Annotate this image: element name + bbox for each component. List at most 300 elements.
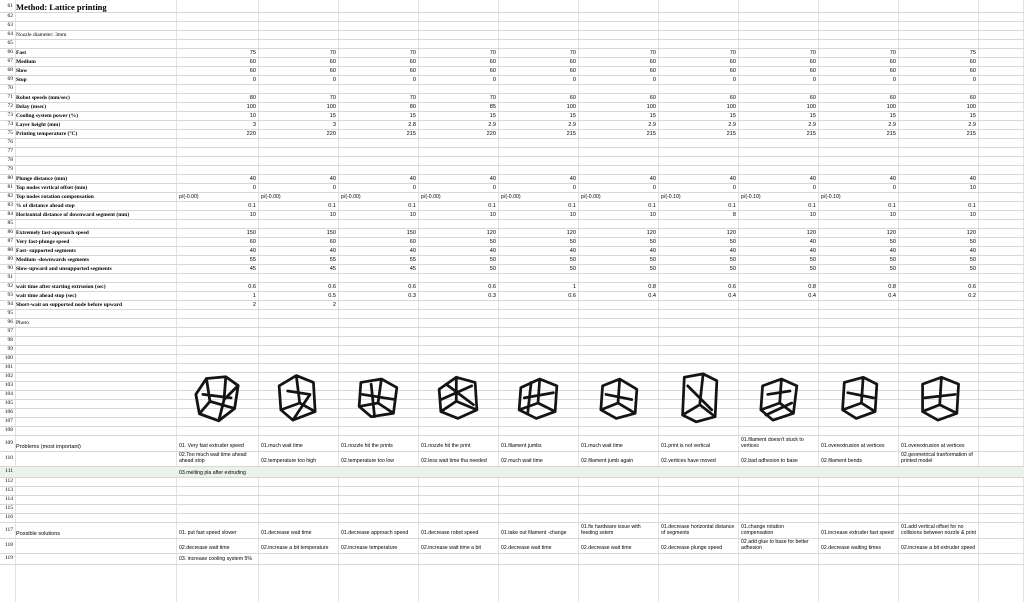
row-label[interactable]: Top nodes rotation compensation [16,194,94,200]
text-cell[interactable]: 02.Too much wait time ahead ahead stop [179,452,247,465]
row-label[interactable]: Problems (most important) [16,443,81,450]
value-cell[interactable]: 0.1 [328,203,336,209]
value-cell[interactable]: 75 [969,50,976,56]
sheet-row[interactable] [0,130,1024,139]
text-cell[interactable] [260,467,337,477]
print-photo[interactable] [422,354,494,440]
value-cell[interactable]: 150 [326,230,336,236]
sheet-row[interactable] [0,166,1024,175]
text-cell[interactable]: p/(-0.10) [821,194,841,200]
text-cell[interactable] [260,554,337,564]
value-cell[interactable]: 220 [246,131,256,137]
value-cell[interactable]: 120 [886,230,896,236]
text-cell[interactable]: 01.add vertical offset for no collisions between nozzle & print [901,523,976,536]
text-cell[interactable]: p/(-0.10) [661,194,681,200]
value-cell[interactable]: 215 [886,131,896,137]
value-cell[interactable]: 0 [252,77,256,83]
sheet-row[interactable] [0,31,1024,40]
value-cell[interactable]: 60 [729,68,736,74]
value-cell[interactable] [738,301,818,309]
sheet-row[interactable] [0,283,1024,292]
value-cell[interactable]: 70 [569,50,576,56]
value-cell[interactable]: 60 [329,68,336,74]
value-cell[interactable]: 50 [809,266,816,272]
text-cell[interactable]: p/(-0.00) [581,194,601,200]
row-number[interactable]: 63 [7,22,13,29]
text-cell[interactable]: 02.vertices have moved [661,458,716,465]
value-cell[interactable]: 0 [412,185,416,191]
value-cell[interactable]: 1 [572,284,576,290]
text-cell[interactable]: 02.temperature too high [261,458,317,465]
value-cell[interactable]: 2.9 [888,122,896,128]
row-number[interactable]: 84 [7,211,13,218]
value-cell[interactable]: 70 [649,50,656,56]
row-number[interactable]: 61 [7,2,13,9]
text-cell[interactable]: 01.decrease horizontal distance of segments [661,523,735,536]
text-cell[interactable]: 01.decrease wait time [261,529,312,536]
value-cell[interactable]: 60 [569,68,576,74]
value-cell[interactable]: 0.1 [888,203,896,209]
value-cell[interactable]: 60 [809,59,816,65]
text-cell[interactable]: 01.decrease robot speed [421,529,479,536]
value-cell[interactable] [418,301,498,309]
row-number[interactable]: 75 [7,130,13,137]
row-number[interactable]: 67 [7,58,13,65]
value-cell[interactable]: 15 [329,113,336,119]
row-number[interactable]: 89 [7,256,13,263]
value-cell[interactable]: 15 [489,113,496,119]
row-number[interactable]: 71 [7,94,13,101]
value-cell[interactable]: 60 [569,59,576,65]
print-photo[interactable] [342,354,414,440]
value-cell[interactable]: 80 [409,104,416,110]
value-cell[interactable]: 0.1 [408,203,416,209]
text-cell[interactable] [660,467,737,477]
row-number[interactable]: 81 [7,184,13,191]
value-cell[interactable]: 60 [729,95,736,101]
text-cell[interactable] [900,467,977,477]
value-cell[interactable]: 60 [889,68,896,74]
row-label[interactable]: Printing temperature (°C) [16,131,78,137]
value-cell[interactable]: 40 [809,239,816,245]
value-cell[interactable]: 60 [889,59,896,65]
sheet-row[interactable] [0,478,1024,487]
value-cell[interactable]: 0 [252,185,256,191]
row-label[interactable]: Photo [16,320,29,326]
sheet-row[interactable] [0,148,1024,157]
value-cell[interactable]: 215 [406,131,416,137]
text-cell[interactable] [740,467,817,477]
text-cell[interactable]: 02.increase temperature [341,545,398,552]
row-label[interactable]: Fast [16,50,27,56]
value-cell[interactable]: 0.1 [728,203,736,209]
row-number[interactable]: 85 [7,220,13,227]
row-number[interactable]: 77 [7,148,13,155]
value-cell[interactable]: 10 [569,212,576,218]
value-cell[interactable]: 40 [569,176,576,182]
row-label[interactable]: Short-wait on supported node before upward [16,302,123,308]
row-number[interactable]: 91 [7,274,13,281]
sheet-row[interactable] [0,211,1024,220]
value-cell[interactable]: 120 [566,230,576,236]
value-cell[interactable]: 1 [252,293,256,299]
row-number[interactable]: 117 [4,526,13,533]
print-photo[interactable] [902,354,974,440]
print-photo[interactable] [262,354,334,440]
value-cell[interactable]: 2.9 [728,122,736,128]
value-cell[interactable]: 60 [649,68,656,74]
value-cell[interactable]: 50 [969,257,976,263]
row-label[interactable]: Slow [16,68,28,74]
row-number[interactable]: 96 [7,319,13,326]
sheet-row[interactable] [0,112,1024,121]
text-cell[interactable]: 01.change rotation compensation [741,523,784,536]
sheet-row[interactable] [0,265,1024,274]
value-cell[interactable]: 70 [329,95,336,101]
value-cell[interactable]: 2.9 [648,122,656,128]
row-number[interactable]: 100 [4,355,13,362]
row-number[interactable]: 94 [7,301,13,308]
value-cell[interactable]: 120 [806,230,816,236]
row-number[interactable]: 114 [4,496,13,503]
value-cell[interactable]: 10 [809,212,816,218]
row-number[interactable]: 103 [4,382,13,389]
value-cell[interactable]: 50 [649,239,656,245]
text-cell[interactable] [340,467,417,477]
text-cell[interactable]: 02.decrease plunge speed [661,545,723,552]
value-cell[interactable]: 60 [969,59,976,65]
value-cell[interactable]: 60 [329,239,336,245]
text-cell[interactable]: 01.nozzle hit the print [421,442,471,449]
sheet-row[interactable] [0,554,1024,565]
value-cell[interactable]: 0.1 [488,203,496,209]
row-label[interactable]: Horizontal distance of downward segment (mm) [16,212,130,218]
row-number[interactable]: 108 [4,427,13,434]
row-number[interactable]: 101 [4,364,13,371]
value-cell[interactable]: 0 [492,77,496,83]
value-cell[interactable]: 50 [729,239,736,245]
text-cell[interactable]: 02.add glue to base for better adhesion [741,539,809,552]
value-cell[interactable]: 45 [409,266,416,272]
value-cell[interactable]: 0.6 [488,284,496,290]
value-cell[interactable]: 60 [409,68,416,74]
value-cell[interactable]: 15 [809,113,816,119]
value-cell[interactable]: 3 [332,122,336,128]
sheet-row[interactable] [0,40,1024,49]
text-cell[interactable] [340,554,417,564]
value-cell[interactable]: 70 [329,50,336,56]
row-number[interactable]: 78 [7,157,13,164]
value-cell[interactable]: 2 [252,302,256,308]
value-cell[interactable]: 40 [809,248,816,254]
value-cell[interactable]: 40 [729,248,736,254]
row-number[interactable]: 70 [7,85,13,92]
text-cell[interactable] [740,554,817,564]
text-cell[interactable] [580,554,657,564]
value-cell[interactable]: 50 [729,257,736,263]
sheet-row[interactable] [0,337,1024,346]
value-cell[interactable]: 3 [252,122,256,128]
value-cell[interactable]: 40 [649,248,656,254]
value-cell[interactable]: 120 [486,230,496,236]
value-cell[interactable]: 0.4 [728,293,736,299]
value-cell[interactable]: 50 [569,257,576,263]
value-cell[interactable]: 0.6 [728,284,736,290]
value-cell[interactable]: 0 [652,185,656,191]
row-number[interactable]: 106 [4,409,13,416]
text-cell[interactable]: 01.take out filament -change [501,529,567,536]
sheet-row[interactable] [0,310,1024,319]
value-cell[interactable]: 55 [329,257,336,263]
value-cell[interactable]: 70 [489,50,496,56]
value-cell[interactable]: 50 [889,266,896,272]
value-cell[interactable]: 0 [892,77,896,83]
row-number[interactable]: 68 [7,67,13,74]
value-cell[interactable]: 50 [489,239,496,245]
value-cell[interactable]: 220 [326,131,336,137]
text-cell[interactable]: 02.much wait time [501,458,543,465]
value-cell[interactable]: 40 [249,248,256,254]
text-cell[interactable]: 01.overextrusion at vertices [901,442,965,449]
value-cell[interactable]: 215 [726,131,736,137]
sheet-row[interactable] [0,319,1024,328]
value-cell[interactable]: 220 [486,131,496,137]
value-cell[interactable]: 0.4 [808,293,816,299]
text-cell[interactable]: 02.filament jumb again [581,458,634,465]
value-cell[interactable]: 60 [969,68,976,74]
value-cell[interactable]: 50 [969,266,976,272]
sheet-row[interactable] [0,328,1024,337]
value-cell[interactable]: 2 [332,302,336,308]
value-cell[interactable]: 60 [569,95,576,101]
value-cell[interactable]: 45 [249,266,256,272]
sheet-title[interactable]: Method: Lattice printing [16,1,107,12]
value-cell[interactable]: 40 [249,176,256,182]
value-cell[interactable]: 15 [889,113,896,119]
row-number[interactable]: 69 [7,76,13,83]
row-number[interactable]: 79 [7,166,13,173]
text-cell[interactable] [500,554,577,564]
sheet-row[interactable] [0,487,1024,496]
value-cell[interactable]: 2.9 [488,122,496,128]
row-number[interactable]: 86 [7,229,13,236]
text-cell[interactable]: 03.melting pla after extruding [179,470,246,476]
row-number[interactable]: 98 [7,337,13,344]
value-cell[interactable]: 2.9 [808,122,816,128]
value-cell[interactable]: 100 [886,104,896,110]
value-cell[interactable]: 0.6 [968,284,976,290]
value-cell[interactable]: 40 [489,248,496,254]
row-number[interactable]: 66 [7,49,13,56]
value-cell[interactable]: 55 [249,257,256,263]
value-cell[interactable]: 0.1 [248,203,256,209]
value-cell[interactable]: 0 [572,185,576,191]
text-cell[interactable]: 02.bad adhesion to base [741,458,798,465]
value-cell[interactable]: 10 [969,185,976,191]
text-cell[interactable]: 03. increase cooling system 5% [179,556,252,563]
text-cell[interactable]: p/(-0.00) [261,194,281,200]
text-cell[interactable]: p/(-0.00) [501,194,521,200]
row-label[interactable]: Delay (msec) [16,104,47,110]
text-cell[interactable] [420,467,497,477]
row-number[interactable]: 83 [7,202,13,209]
text-cell[interactable] [500,467,577,477]
value-cell[interactable]: 100 [806,104,816,110]
value-cell[interactable]: 10 [969,212,976,218]
value-cell[interactable]: 60 [249,239,256,245]
text-cell[interactable]: 01.decrease approach speed [341,529,409,536]
sheet-row[interactable] [0,94,1024,103]
value-cell[interactable]: 85 [489,104,496,110]
value-cell[interactable]: 50 [569,239,576,245]
value-cell[interactable] [818,301,898,309]
text-cell[interactable] [900,193,977,201]
value-cell[interactable]: 70 [409,95,416,101]
text-cell[interactable]: 02.decrease wait time [501,545,552,552]
sheet-row[interactable] [0,193,1024,202]
value-cell[interactable]: 0.6 [328,284,336,290]
value-cell[interactable]: 60 [409,239,416,245]
sheet-row[interactable] [0,274,1024,283]
sheet-row[interactable] [0,121,1024,130]
text-cell[interactable]: 01.print is not vertical [661,442,711,449]
value-cell[interactable]: 0.6 [248,284,256,290]
value-cell[interactable]: 40 [409,248,416,254]
row-label[interactable]: Fast- supported segments [16,248,76,254]
text-cell[interactable]: 01.fix hardware issue with feeding sstem [581,523,641,536]
value-cell[interactable]: 60 [889,95,896,101]
text-cell[interactable]: 01.overextrusion at vertices [821,442,885,449]
sheet-row[interactable] [0,22,1024,31]
value-cell[interactable]: 10 [889,212,896,218]
value-cell[interactable]: 0 [732,185,736,191]
value-cell[interactable] [338,301,418,309]
value-cell[interactable]: 0.1 [568,203,576,209]
sheet-row[interactable] [0,67,1024,76]
row-number[interactable]: 105 [4,400,13,407]
sheet-row[interactable] [0,13,1024,22]
row-label[interactable]: Possible solutions [16,530,61,537]
row-number[interactable]: 113 [4,487,13,494]
row-number[interactable]: 74 [7,121,13,128]
row-label[interactable]: Robot speeds (mm/sec) [16,95,70,101]
row-number[interactable]: 92 [7,283,13,290]
row-number[interactable]: 111 [5,468,13,475]
value-cell[interactable]: 0.4 [888,293,896,299]
value-cell[interactable]: 10 [649,212,656,218]
value-cell[interactable]: 60 [649,59,656,65]
print-photo[interactable] [662,354,734,440]
value-cell[interactable]: 15 [969,113,976,119]
value-cell[interactable]: 60 [249,68,256,74]
text-cell[interactable]: p/(-0.00) [179,194,199,200]
value-cell[interactable]: 0.1 [808,203,816,209]
value-cell[interactable]: 2.9 [568,122,576,128]
value-cell[interactable]: 0.8 [888,284,896,290]
row-label[interactable]: Slow-upward and unsupported segments [16,266,112,272]
text-cell[interactable]: 01. Very fast extruder speed [179,442,244,449]
value-cell[interactable]: 100 [646,104,656,110]
row-number[interactable]: 118 [4,542,13,548]
row-number[interactable]: 64 [7,31,13,38]
sheet-row[interactable] [0,496,1024,505]
value-cell[interactable]: 40 [329,176,336,182]
value-cell[interactable]: 2.9 [968,122,976,128]
value-cell[interactable]: 50 [489,257,496,263]
row-number[interactable]: 80 [7,175,13,182]
text-cell[interactable]: 02.filament bends [821,458,862,465]
value-cell[interactable]: 40 [729,176,736,182]
value-cell[interactable]: 40 [969,176,976,182]
sheet-row[interactable] [0,238,1024,247]
row-label[interactable]: Stop [16,77,27,83]
sheet-row[interactable] [0,85,1024,94]
text-cell[interactable] [900,554,977,564]
sheet-row[interactable] [0,514,1024,523]
text-cell[interactable]: p/(-0.10) [741,194,761,200]
value-cell[interactable]: 60 [729,59,736,65]
text-cell[interactable]: 02.decrease waiting times [821,545,881,552]
row-label[interactable]: Nozzle diameter: 3mm [16,32,67,38]
sheet-row[interactable] [0,247,1024,256]
value-cell[interactable]: 0.1 [648,203,656,209]
text-cell[interactable]: 01.filament jumbs [501,442,542,449]
row-label[interactable]: Medium -downwards segments [16,257,90,263]
row-label[interactable]: Cooling system power (%) [16,113,79,119]
text-cell[interactable]: 02.temperature too low [341,458,395,465]
row-number[interactable]: 102 [4,373,13,380]
value-cell[interactable]: 215 [806,131,816,137]
value-cell[interactable]: 15 [729,113,736,119]
value-cell[interactable]: 0 [572,77,576,83]
print-photo[interactable] [502,354,574,440]
value-cell[interactable]: 70 [409,50,416,56]
value-cell[interactable]: 70 [889,50,896,56]
row-number[interactable]: 90 [7,265,13,272]
sheet-row[interactable] [0,175,1024,184]
text-cell[interactable]: 01. put fast speed slower [179,529,237,536]
value-cell[interactable]: 60 [969,95,976,101]
row-label[interactable]: Very fast-plunge speed [16,239,70,245]
value-cell[interactable]: 100 [726,104,736,110]
sheet-row[interactable] [0,1,1024,13]
value-cell[interactable]: 215 [566,131,576,137]
print-photo[interactable] [582,354,654,440]
value-cell[interactable]: 120 [966,230,976,236]
row-number[interactable]: 99 [7,346,13,353]
row-number[interactable]: 119 [4,555,13,562]
value-cell[interactable]: 0.4 [648,293,656,299]
value-cell[interactable]: 100 [326,104,336,110]
value-cell[interactable]: 40 [489,176,496,182]
value-cell[interactable]: 40 [809,176,816,182]
value-cell[interactable]: 10 [329,212,336,218]
row-number[interactable]: 104 [4,391,13,398]
value-cell[interactable]: 0.6 [568,293,576,299]
value-cell[interactable]: 60 [249,59,256,65]
row-number[interactable]: 109 [4,439,13,446]
value-cell[interactable]: 0.2 [968,293,976,299]
value-cell[interactable]: 40 [329,248,336,254]
value-cell[interactable]: 70 [809,50,816,56]
sheet-row[interactable] [0,256,1024,265]
value-cell[interactable]: 60 [489,68,496,74]
text-cell[interactable]: 02.increase wait time a bit [421,545,481,552]
value-cell[interactable]: 100 [566,104,576,110]
row-number[interactable]: 116 [4,514,13,521]
row-label[interactable]: Medium [16,59,36,65]
row-label[interactable]: Extremely fast-approach speed [16,230,89,236]
